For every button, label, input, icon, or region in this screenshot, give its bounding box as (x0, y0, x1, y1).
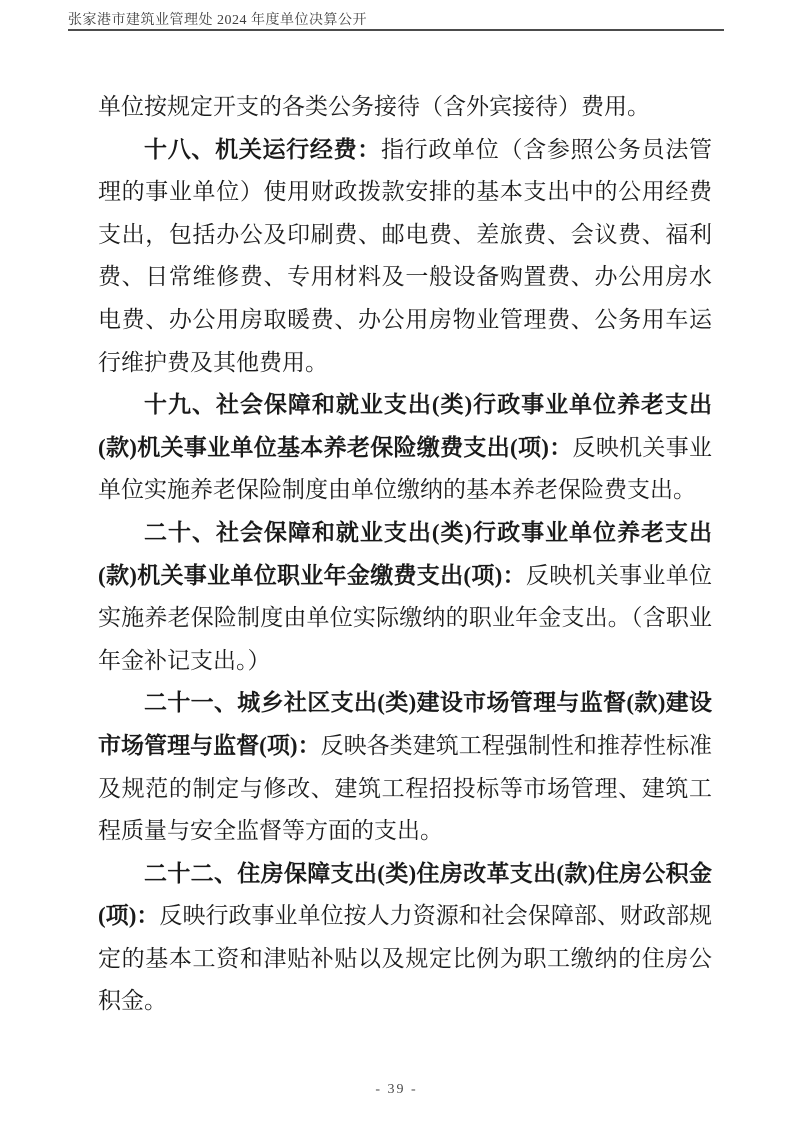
document-body (98, 86, 712, 1023)
paragraph-lead: 十九、社会保障和就业支出(类)行政事业单位养老支出(款)机关事业单位基本养老保险缴费支出(项)： (98, 392, 712, 460)
paragraph-lead: 十八、机关运行经费： (144, 136, 381, 162)
page-number: - 39 - (375, 1082, 418, 1097)
paragraph-text: 反映机关事业单位实施养老保险制度由单位实际缴纳的职业年金支出。（含职业年金补记支出。） (98, 562, 712, 673)
paragraph-item-22 (98, 853, 712, 1023)
paragraph-text: 指行政单位（含参照公务员法管理的事业单位）使用财政拨款安排的基本支出中的公用经费支出，包括办公及印刷费、邮电费、差旅费、会议费、福利费、日常维修费、专用材料及一般设备购置费、办公用房水电费、办公用房取暖费、办公用房物业管理费、公务用车运行维护费及其他费用。 (98, 136, 713, 375)
header-rule (68, 29, 724, 31)
paragraph-continuation (98, 86, 712, 129)
paragraph-text: 反映各类建筑工程强制性和推荐性标准及规范的制定与修改、建筑工程招投标等市场管理、建筑工程质量与安全监督等方面的支出。 (98, 732, 712, 844)
paragraph-item-19 (98, 384, 712, 512)
paragraph-item-21 (98, 682, 712, 852)
paragraph-lead: 二十一、城乡社区支出(类)建设市场管理与监督(款)建设市场管理与监督(项)： (98, 690, 712, 758)
paragraph-text: 单位按规定开支的各类公务接待（含外宾接待）费用。 (98, 94, 650, 119)
header-title: 张家港市建筑业管理处 2024 年度单位决算公开 (68, 13, 367, 28)
paragraph-text: 反映行政事业单位按人力资源和社会保障部、财政部规定的基本工资和津贴补贴以及规定比例为职工缴纳的住房公积金。 (98, 903, 712, 1014)
page-footer (0, 1080, 793, 1098)
paragraph-text: 反映机关事业单位实施养老保险制度由单位缴纳的基本养老保险费支出。 (98, 434, 713, 503)
paragraph-lead: 二十二、住房保障支出(类)住房改革支出(款)住房公积金(项)： (98, 860, 712, 929)
paragraph-item-20 (98, 512, 712, 682)
paragraph-lead: 二十、社会保障和就业支出(类)行政事业单位养老支出(款)机关事业单位职业年金缴费支出(项)： (98, 519, 712, 588)
paragraph-item-18 (98, 129, 712, 385)
